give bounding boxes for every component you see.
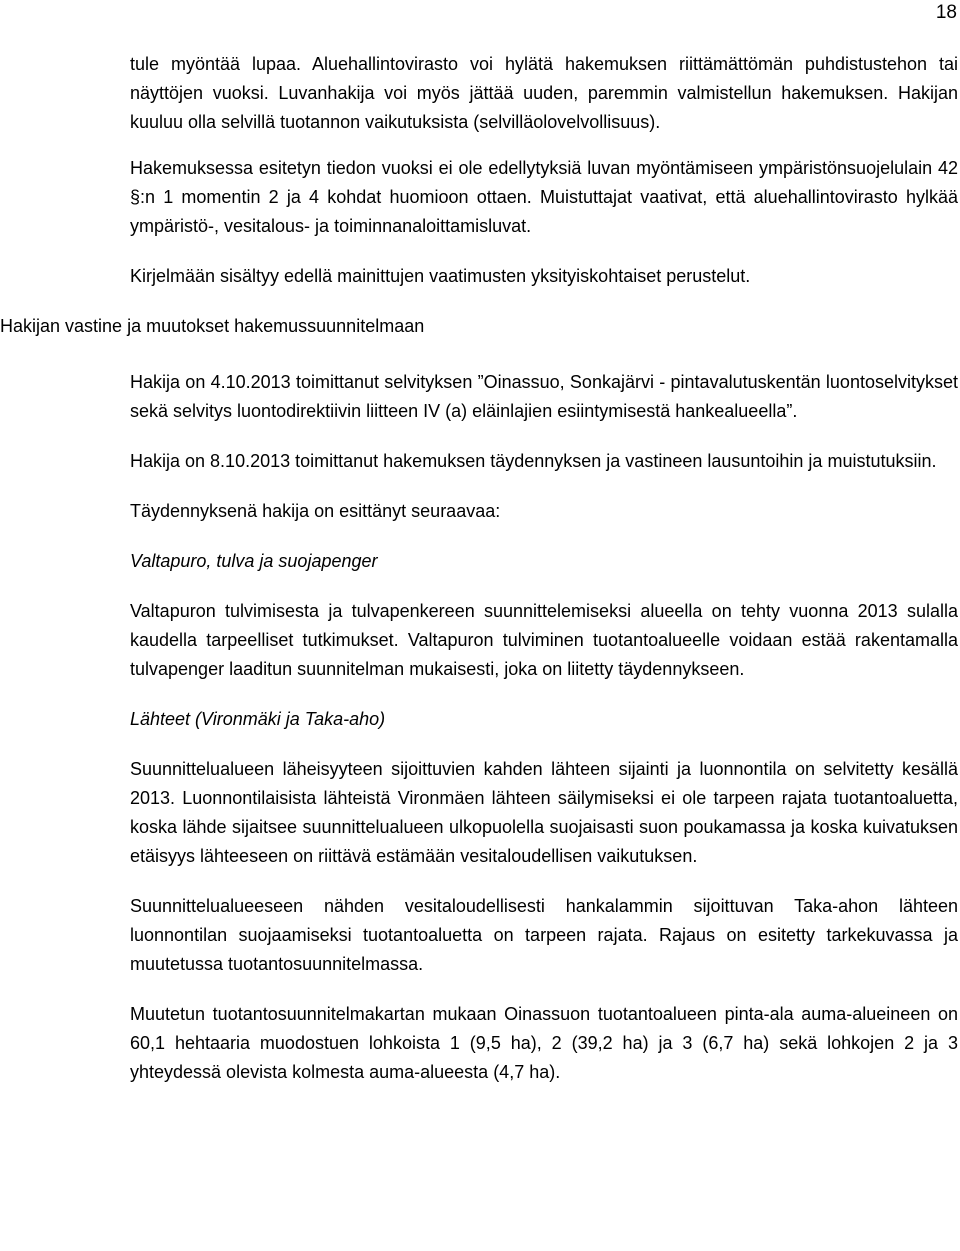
document-page (0, 50, 960, 1087)
paragraph-springs-survey: Suunnittelualueen läheisyyteen sijoittuvien kahden lähteen sijainti ja luonnontila on selvitetty kesällä 2013. Luonnontilaisista lähteistä Vironmäen lähteen säilymiseksi ei ole tarpeen rajata tuotantoaluetta, koska lähde sijaitsee suunnittelualueen ulkopuolella suojaisasti suon poukamassa ja koska kuivatuksen etäisyys lähteeseen on riittävä estämään vesitaloudellisen vaikutuksen. (130, 759, 958, 866)
subheading-springs: Lähteet (Vironmäki ja Taka-aho) (130, 709, 386, 729)
paragraph-valtapuro: Valtapuron tulvimisesta ja tulvapenkereen suunnittelemiseksi alueella on tehty vuonna 2013 sulalla kaudella tarpeelliset tutkimukset. Valtapuron tulviminen tuotantoalueelle voidaan estää rakentamalla tulvapenger laaditun suunnitelman mukaisesti, joka on liitetty täydennykseen. (130, 601, 958, 679)
paragraph-no-grounds: Hakemuksessa esitetyn tiedon vuoksi ei ole edellytyksiä luvan myöntämiseen ympäristönsuojelulain 42 §:n 1 momentin 2 ja 4 kohdat huomioon ottaen. Muistuttajat vaativat, että aluehallintovirasto hylkää ympäristö-, vesitalous- ja toiminnanaloittamisluvat. (130, 158, 958, 236)
paragraph-supplement-intro: Täydennyksenä hakija on esittänyt seuraavaa: (130, 501, 501, 521)
paragraph-supplement-submitted: Hakija on 8.10.2013 toimittanut hakemuksen täydennyksen ja vastineen lausuntoihin ja muistutuksiin. (130, 451, 937, 471)
paragraph-taka-aho: Suunnittelualueeseen nähden vesitaloudellisesti hankalammin sijoittuvan Taka-ahon lähteen luonnontilan suojaamiseksi tuotantoaluetta on tarpeen rajata. Rajaus on esitetty tarkekuvassa ja muutetussa tuotantosuunnitelmassa. (130, 896, 958, 974)
page-number: 18 (935, 2, 957, 23)
paragraph-permit-rejection: tule myöntää lupaa. Aluehallintovirasto voi hylätä hakemuksen riittämättömän puhdistustehon tai näyttöjen vuoksi. Luvanhakija voi myös jättää uuden, paremmin valmistellun hakemuksen. Hakijan kuuluu olla selvillä tuotannon vaikutuksista (selvilläolovelvollisuus). (130, 54, 958, 132)
paragraph-production-area: Muutetun tuotantosuunnitelmakartan mukaan Oinassuon tuotantoalueen pinta-ala auma-alueineen on 60,1 hehtaaria muodostuen lohkoista 1 (9,5 ha), 2 (39,2 ha) ja 3 (6,7 ha) sekä lohkojen 2 ja 3 yhteydessä olevista kolmesta auma-alueesta (4,7 ha). (130, 1004, 958, 1082)
paragraph-justification: Kirjelmään sisältyy edellä mainittujen vaatimusten yksityiskohtaiset perustelut. (130, 266, 751, 286)
section-heading-applicant-response: Hakijan vastine ja muutokset hakemussuunnitelmaan (0, 316, 425, 336)
paragraph-survey-submitted: Hakija on 4.10.2013 toimittanut selvityksen ”Oinassuo, Sonkajärvi - pintavalutuskentän luontoselvitykset sekä selvitys luontodirektiivin liitteen IV (a) eläinlajien esiintymisestä hankealueella”. (130, 372, 958, 421)
subheading-valtapuro: Valtapuro, tulva ja suojapenger (130, 551, 378, 571)
